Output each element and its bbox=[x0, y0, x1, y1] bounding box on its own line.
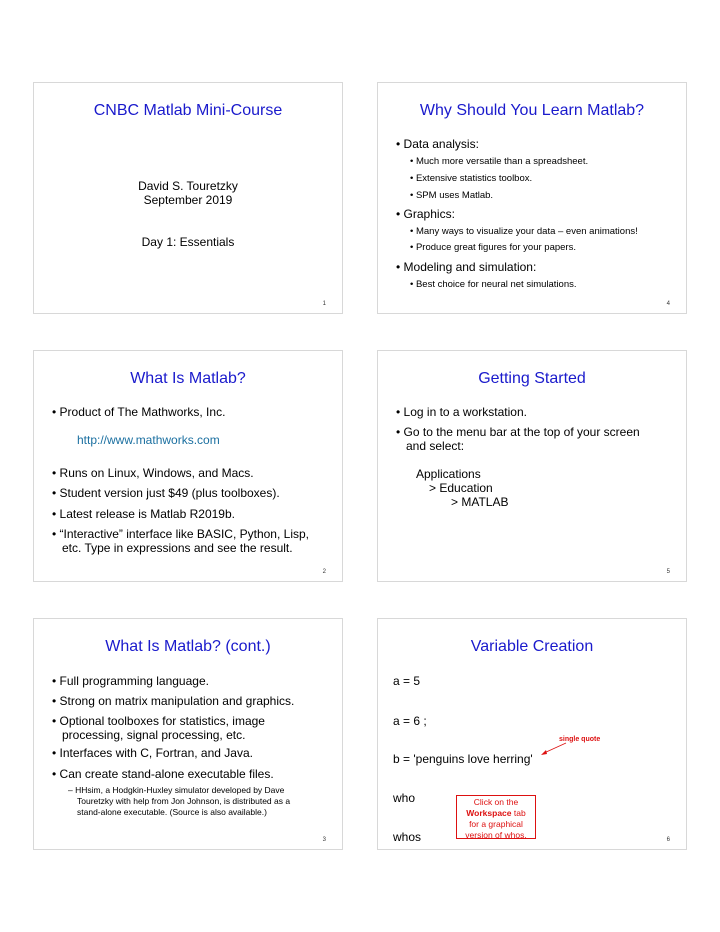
code-line: who bbox=[393, 791, 416, 805]
bullet: • Go to the menu bar at the top of your screen bbox=[396, 425, 640, 439]
slide-1 bbox=[33, 82, 343, 314]
menu-education: > Education bbox=[429, 481, 493, 495]
sub-bullet-continuation: Touretzky with help from Jon Johnson, is distributed as a bbox=[77, 796, 291, 806]
sub-bullet: • Much more versatile than a spreadsheet. bbox=[410, 156, 589, 167]
slide-title: CNBC Matlab Mini-Course bbox=[93, 102, 283, 119]
sub-bullet: • Extensive statistics toolbox. bbox=[410, 173, 533, 184]
code-line: b = 'penguins love herring' bbox=[393, 752, 533, 766]
date: September 2019 bbox=[143, 193, 233, 207]
page-number: 3 bbox=[322, 837, 326, 843]
sub-bullet: • Many ways to visualize your data – even animations! bbox=[410, 226, 638, 237]
bullet: • Log in to a workstation. bbox=[396, 405, 527, 419]
slide-4 bbox=[377, 82, 687, 314]
sub-bullet: • Produce great figures for your papers. bbox=[410, 242, 576, 253]
bullet: • Graphics: bbox=[396, 207, 455, 221]
slide-3 bbox=[33, 618, 343, 850]
bullet: • Modeling and simulation: bbox=[396, 260, 537, 274]
menu-applications: Applications bbox=[416, 467, 481, 481]
slide-6 bbox=[377, 618, 687, 850]
bullet: • Interfaces with C, Fortran, and Java. bbox=[52, 746, 253, 760]
bullet: • Runs on Linux, Windows, and Macs. bbox=[52, 466, 254, 480]
slide-title: Variable Creation bbox=[470, 638, 594, 655]
slide-title: What Is Matlab? (cont.) bbox=[105, 638, 271, 655]
arrow-icon bbox=[538, 741, 568, 757]
bullet: • Strong on matrix manipulation and graphics. bbox=[52, 694, 295, 708]
bullet-continuation: etc. Type in expressions and see the result. bbox=[62, 541, 293, 555]
bullet: • Full programming language. bbox=[52, 674, 209, 688]
author: David S. Touretzky bbox=[138, 179, 238, 193]
sub-bullet: • Best choice for neural net simulations. bbox=[410, 279, 577, 290]
menu-matlab: > MATLAB bbox=[451, 495, 509, 509]
sub-bullet-continuation: stand-alone executable. (Source is also available.) bbox=[77, 807, 267, 817]
page-number: 6 bbox=[666, 837, 670, 843]
slide-title: What Is Matlab? bbox=[130, 370, 246, 387]
bullet: • Optional toolboxes for statistics, image bbox=[52, 714, 265, 728]
bullet: • Can create stand-alone executable files. bbox=[52, 767, 274, 781]
slide-2 bbox=[33, 350, 343, 582]
page-number: 4 bbox=[666, 301, 670, 307]
bullet: • Data analysis: bbox=[396, 137, 479, 151]
code-line: whos bbox=[393, 830, 422, 844]
page-number: 1 bbox=[322, 301, 326, 307]
code-line: a = 6 ; bbox=[393, 714, 427, 728]
code-line: a = 5 bbox=[393, 674, 421, 688]
page-number: 5 bbox=[666, 569, 670, 575]
slide-title: Getting Started bbox=[478, 370, 586, 387]
subtitle: Day 1: Essentials bbox=[141, 235, 235, 249]
bullet-continuation: and select: bbox=[406, 439, 465, 453]
bullet-continuation: processing, signal processing, etc. bbox=[62, 728, 246, 742]
bullet: • Product of The Mathworks, Inc. bbox=[52, 405, 226, 419]
slide-5 bbox=[377, 350, 687, 582]
bullet: • “Interactive” interface like BASIC, Python, Lisp, bbox=[52, 527, 309, 541]
workspace-callout: Click on the Workspace tab for a graphical version of whos. bbox=[456, 795, 536, 839]
page-number: 2 bbox=[322, 569, 326, 575]
mathworks-link[interactable]: http://www.mathworks.com bbox=[77, 433, 220, 447]
sub-bullet: • SPM uses Matlab. bbox=[410, 190, 494, 201]
bullet: • Latest release is Matlab R2019b. bbox=[52, 507, 235, 521]
slide-title: Why Should You Learn Matlab? bbox=[419, 102, 645, 119]
single-quote-annotation: single quote bbox=[559, 736, 601, 743]
sub-bullet: – HHsim, a Hodgkin-Huxley simulator developed by Dave bbox=[68, 785, 285, 795]
bullet: • Student version just $49 (plus toolboxes). bbox=[52, 486, 280, 500]
